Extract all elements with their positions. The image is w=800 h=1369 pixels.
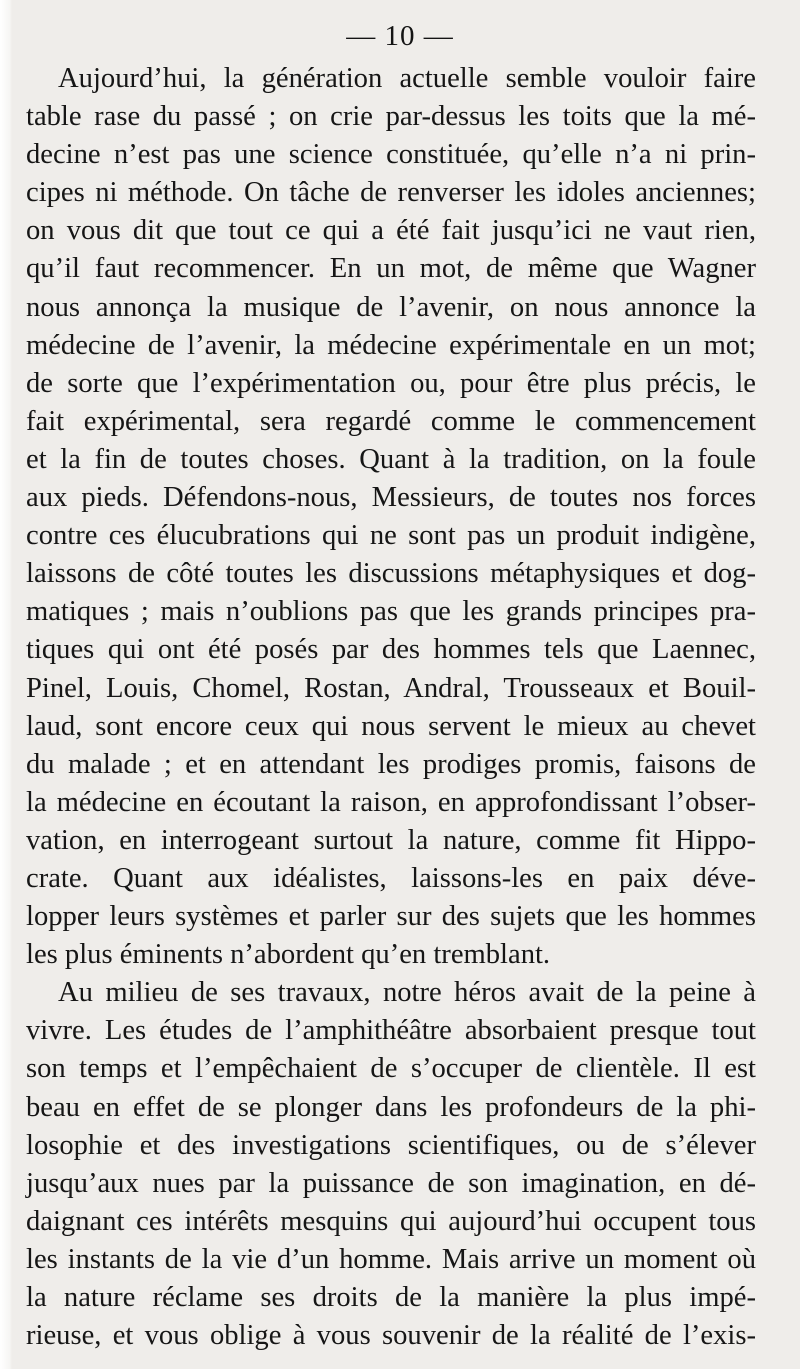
- text-line: la médecine en écoutant la raison, en approfondissant l’obser-: [26, 786, 756, 818]
- text-line: Aujourd’hui, la génération actuelle semble vouloir faire: [58, 63, 756, 94]
- text-line: table rase du passé ; on crie par-dessus les toits que la mé-: [26, 101, 756, 133]
- text-line: laud, sont encore ceux qui nous servent le mieux au chevet: [26, 710, 756, 742]
- text-line: la nature réclame ses droits de la manière la plus impé-: [26, 1282, 756, 1313]
- text-line: cipes ni méthode. On tâche de renverser les idoles anciennes;: [26, 177, 756, 209]
- text-line: médecine de l’avenir, la médecine expérimentale en un mot;: [26, 329, 756, 361]
- page-edge-shadow: [0, 0, 12, 1369]
- paragraph-2: [26, 974, 756, 1355]
- text-line: matiques ; mais n’oublions pas que les grands principes pra-: [26, 596, 756, 628]
- page-number: — 10 —: [346, 20, 454, 52]
- text-line: vation, en interrogeant surtout la nature, comme fit Hippo-: [26, 824, 756, 856]
- text-line: lopper leurs systèmes et parler sur des sujets que les hommes: [26, 901, 756, 933]
- text-line: les plus éminents n’abordent qu’en tremblant.: [26, 939, 551, 971]
- text-line: Pinel, Louis, Chomel, Rostan, Andral, Trousseaux et Bouil-: [26, 672, 756, 704]
- text-line: vivre. Les études de l’amphithéâtre absorbaient presque tout: [26, 1015, 756, 1047]
- text-line: laissons de côté toutes les discussions métaphysiques et dog-: [26, 558, 756, 590]
- text-line: contre ces élucubrations qui ne sont pas un produit indigène,: [26, 520, 756, 552]
- text-line: decine n’est pas une science constituée, qu’elle n’a ni prin-: [26, 139, 756, 171]
- text-line: du malade ; et en attendant les prodiges promis, faisons de: [26, 748, 756, 780]
- paragraph-1: [26, 60, 756, 974]
- text-line: tiques qui ont été posés par des hommes tels que Laennec,: [26, 634, 756, 666]
- text-line: losophie et des investigations scientifiques, ou de s’élever: [26, 1129, 756, 1161]
- text-line: jusqu’aux nues par la puissance de son imagination, en dé-: [26, 1167, 756, 1199]
- text-line: et la fin de toutes choses. Quant à la tradition, on la foule: [26, 443, 756, 475]
- body-text: [26, 60, 756, 1355]
- text-line: Au milieu de ses travaux, notre héros avait de la peine à: [58, 977, 756, 1009]
- text-line: de sorte que l’expérimentation ou, pour être plus précis, le: [26, 367, 756, 399]
- text-line: son temps et l’empêchaient de s’occuper de clientèle. Il est: [26, 1053, 756, 1085]
- text-line: les instants de la vie d’un homme. Mais arrive un moment où: [26, 1243, 756, 1275]
- text-line: crate. Quant aux idéalistes, laissons-les en paix déve-: [26, 862, 756, 894]
- text-line: beau en effet de se plonger dans les profondeurs de la phi-: [26, 1091, 756, 1123]
- text-line: daignant ces intérêts mesquins qui aujourd’hui occupent tous: [26, 1205, 756, 1237]
- text-line: qu’il faut recommencer. En un mot, de même que Wagner: [26, 253, 756, 285]
- text-line: nous annonça la musique de l’avenir, on nous annonce la: [26, 291, 756, 323]
- text-line: aux pieds. Défendons-nous, Messieurs, de toutes nos forces: [26, 482, 756, 514]
- text-line: fait expérimental, sera regardé comme le commencement: [26, 405, 756, 437]
- text-line: rieuse, et vous oblige à vous souvenir de la réalité de l’exis-: [26, 1320, 756, 1352]
- text-line: on vous dit que tout ce qui a été fait jusqu’ici ne vaut rien,: [26, 215, 756, 247]
